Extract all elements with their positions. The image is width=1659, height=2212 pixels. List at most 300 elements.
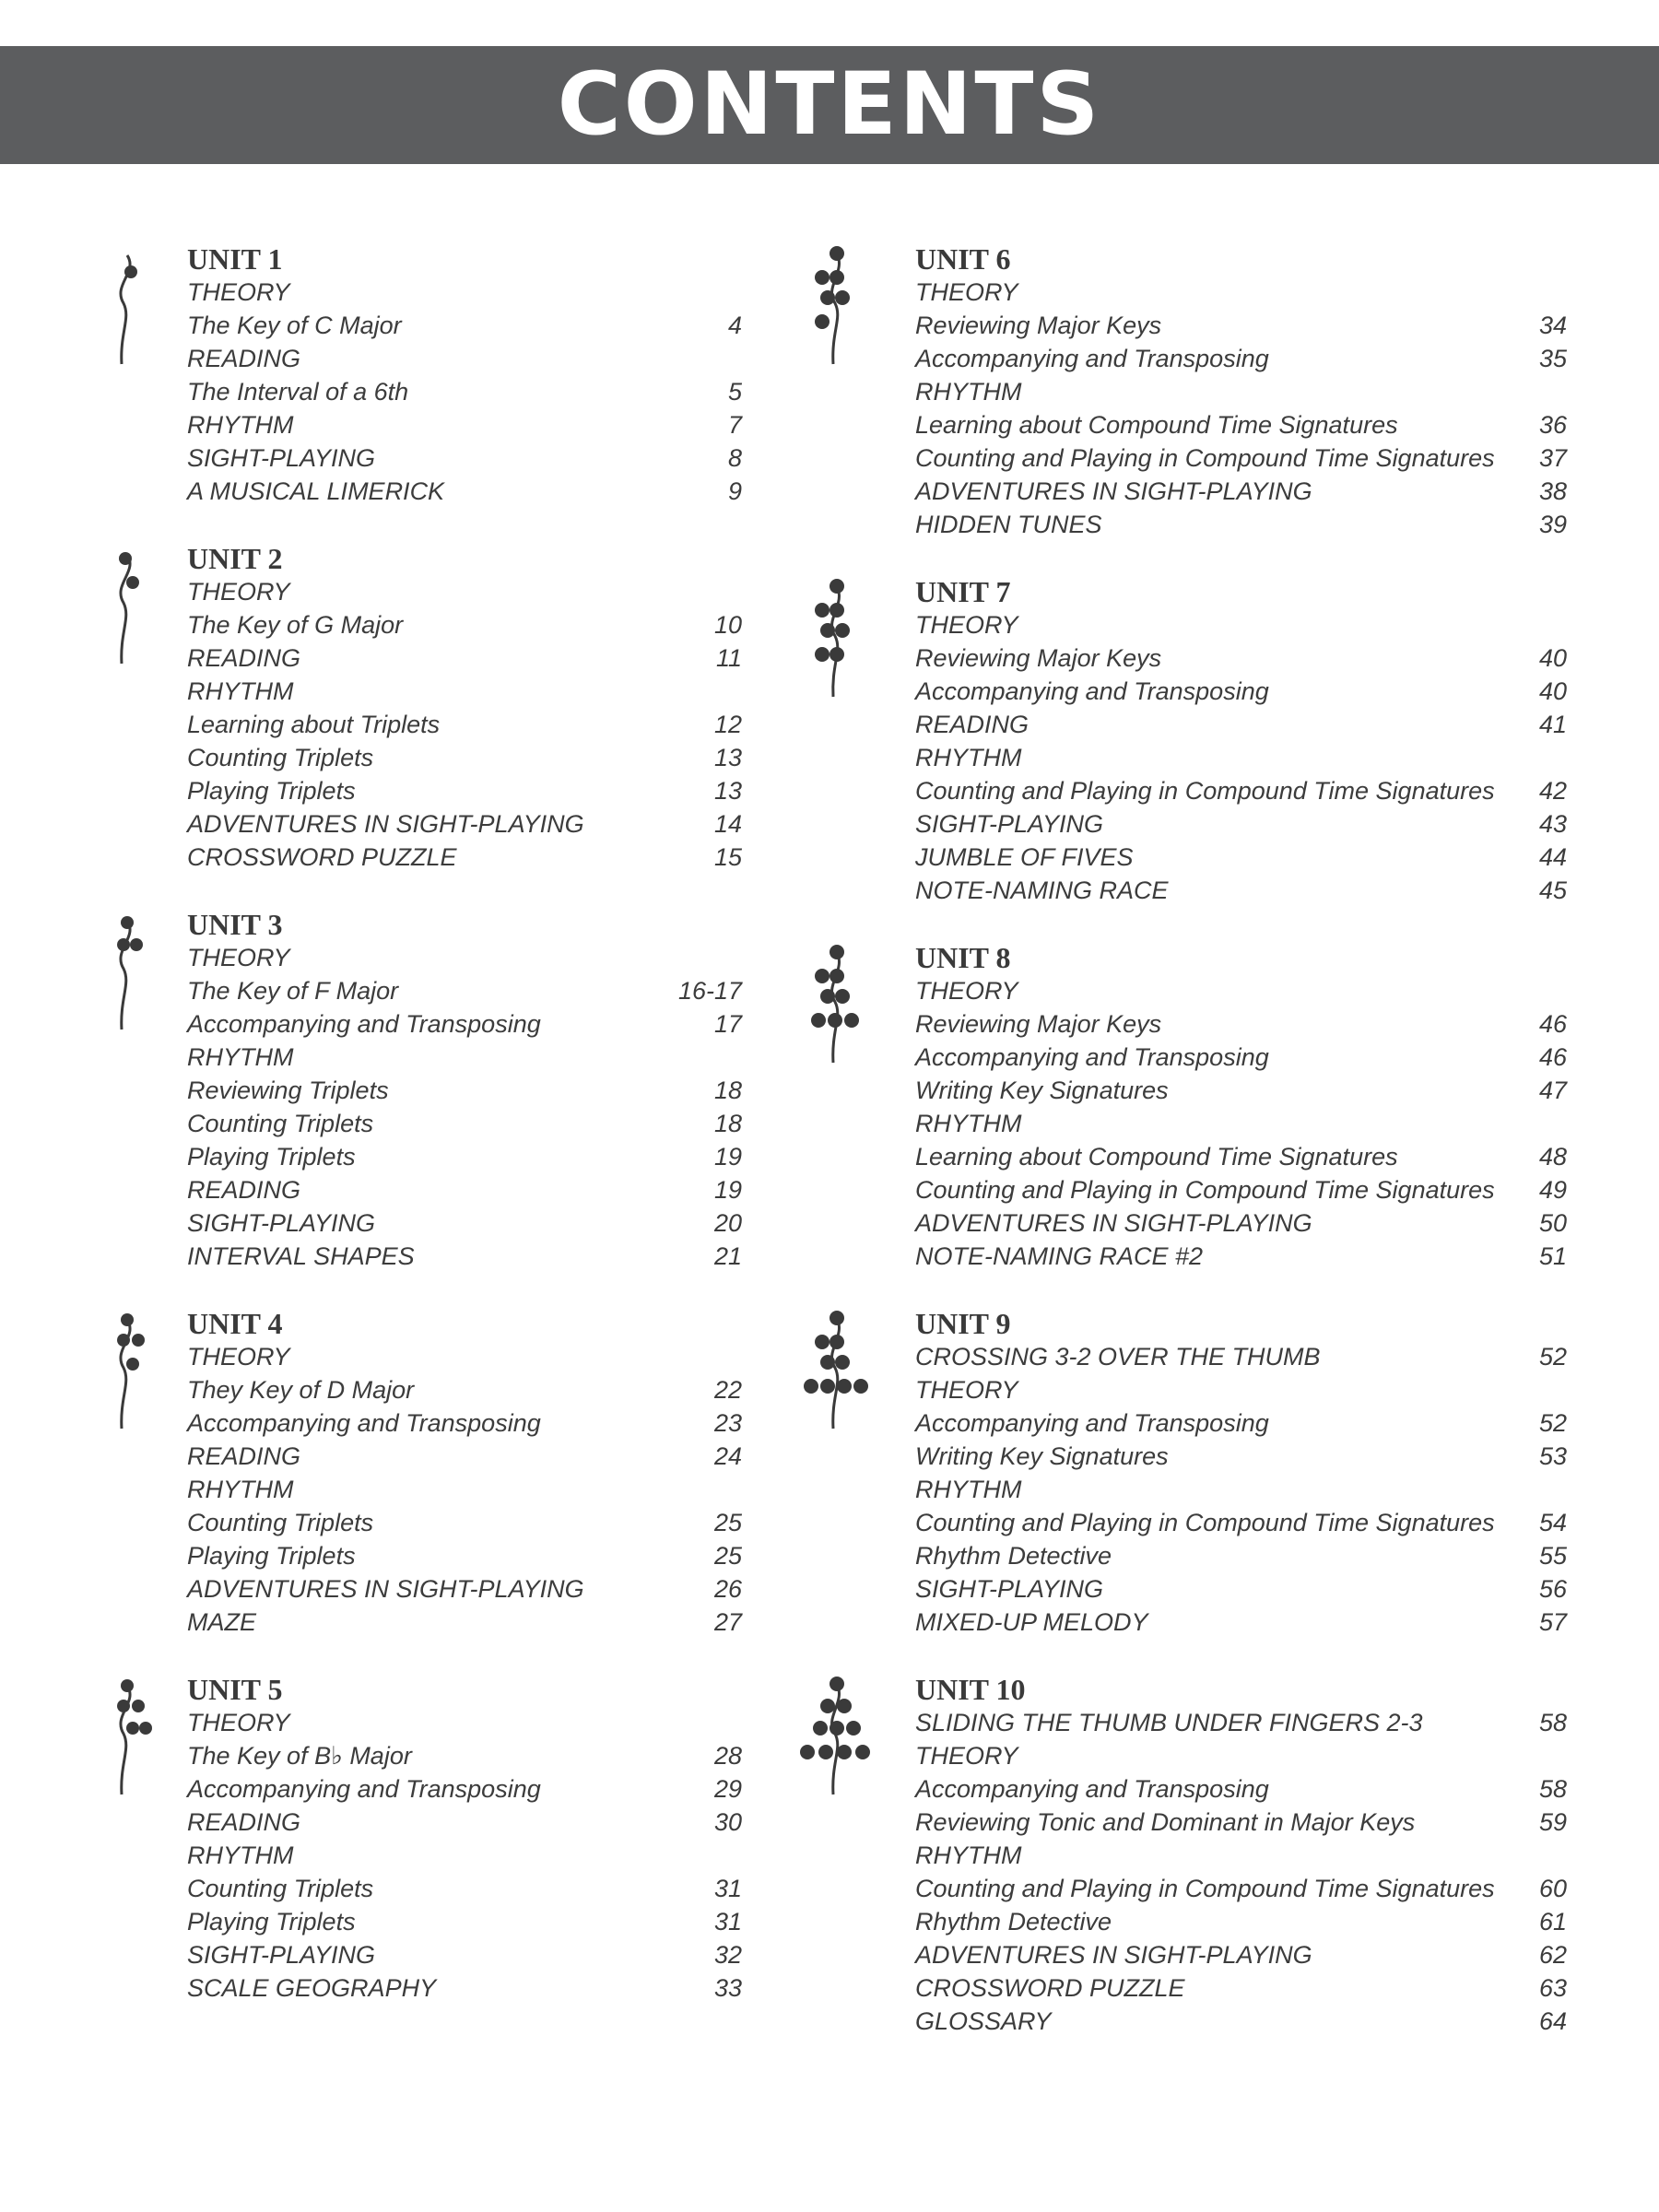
toc-entry-title: SIGHT-PLAYING [187,1941,376,1969]
icon-dot [830,579,844,594]
toc-entry-title: THEORY [187,944,290,971]
toc-entry-title: THEORY [915,278,1018,306]
toc-entry-title: MAZE [187,1608,257,1636]
toc-entry-title: READING [187,1176,301,1204]
toc-page-number: 14 [713,810,742,838]
toc-entry[interactable] [187,675,742,708]
toc-page-number: 53 [1538,1442,1567,1470]
toc-entry[interactable] [915,508,1567,541]
toc-entry-title: The Key of F Major [187,977,399,1005]
toc-entry[interactable] [187,1772,742,1806]
toc-entry[interactable] [187,608,742,641]
toc-page-number: 58 [1538,1775,1567,1803]
toc-entry[interactable] [915,1772,1567,1806]
toc-page-number: 41 [1538,711,1567,738]
toc-page-number: 11 [715,644,742,672]
icon-dot [846,1721,861,1735]
note-tree-icon [780,943,909,1072]
toc-entry[interactable] [915,441,1567,475]
toc-entry[interactable] [915,375,1567,408]
toc-entry-title: Reviewing Major Keys [915,644,1162,672]
icon-dot [837,1379,852,1394]
unit-heading: UNIT 6 [915,242,1011,276]
toc-entry[interactable] [915,2005,1567,2038]
toc-entry[interactable] [187,1173,742,1206]
icon-dot [815,969,830,983]
icon-dot [837,1745,852,1759]
toc-page-number: 38 [1538,477,1567,505]
toc-entry[interactable] [915,342,1567,375]
note-tree-icon [92,244,184,373]
toc-page-number: 10 [713,611,742,639]
toc-page-number: 18 [713,1077,742,1104]
icon-dot [132,1334,145,1347]
toc-entry-title: THEORY [915,1376,1018,1404]
toc-page-number: 17 [713,1010,742,1038]
toc-page-number: 12 [713,711,742,738]
toc-entry-title: READING [187,1442,301,1470]
toc-entry[interactable] [915,807,1567,841]
toc-entry[interactable] [915,1839,1567,1872]
unit-section [780,1673,1567,2038]
toc-entry[interactable] [915,276,1567,309]
toc-entry[interactable] [187,1572,742,1606]
toc-entry[interactable] [187,1140,742,1173]
toc-entry-title: Playing Triplets [187,1143,356,1171]
toc-entry[interactable] [187,1839,742,1872]
toc-entry[interactable] [187,641,742,675]
toc-entry-title: ADVENTURES IN SIGHT-PLAYING [915,1941,1312,1969]
toc-page-number: 36 [1538,411,1567,439]
icon-stem [121,555,130,664]
toc-entry-title: Counting and Playing in Compound Time Signatures [915,1875,1495,1902]
unit-heading: UNIT 5 [187,1673,283,1706]
toc-entry-title: RHYTHM [915,744,1022,771]
toc-entry[interactable] [187,1373,742,1406]
toc-entry-title: Counting Triplets [187,1509,374,1536]
toc-entry[interactable] [187,1074,742,1107]
toc-entry-title: ADVENTURES IN SIGHT-PLAYING [187,810,584,838]
toc-entry-title: Reviewing Triplets [187,1077,389,1104]
toc-page-number: 40 [1538,677,1567,705]
toc-page-number: 20 [713,1209,742,1237]
toc-page-number: 4 [727,312,742,339]
toc-entry-title: Learning about Compound Time Signatures [915,411,1398,439]
icon-dot [820,989,835,1004]
toc-entry-title: GLOSSARY [915,2007,1052,2035]
toc-entry-title: The Interval of a 6th [187,378,409,406]
note-tree-icon [92,910,184,1039]
toc-entry[interactable] [915,974,1567,1007]
toc-entry[interactable] [915,1706,1567,1739]
icon-dot [132,1700,145,1712]
icon-dot [820,1699,835,1713]
toc-page-number: 22 [713,1376,742,1404]
toc-entry[interactable] [915,1440,1567,1473]
toc-entry[interactable] [915,741,1567,774]
toc-entry[interactable] [187,1240,742,1273]
toc-entry[interactable] [915,1107,1567,1140]
toc-page-number: 31 [713,1875,742,1902]
toc-entry[interactable] [915,1373,1567,1406]
toc-entry-title: ADVENTURES IN SIGHT-PLAYING [915,1209,1312,1237]
toc-entry-title: Playing Triplets [187,1908,356,1936]
toc-entry-title: Counting and Playing in Compound Time Signatures [915,777,1495,805]
toc-entry[interactable] [915,1739,1567,1772]
icon-dot [815,314,830,329]
icon-dot [130,938,143,951]
toc-entry-title: Accompanying and Transposing [915,1775,1269,1803]
toc-entry-title: THEORY [915,611,1018,639]
toc-entry[interactable] [915,1971,1567,2005]
toc-entry-title: Accompanying and Transposing [915,1409,1269,1437]
toc-entry[interactable] [187,1107,742,1140]
toc-entry-title: The Key of B♭ Major [187,1742,412,1770]
toc-entry-title: ADVENTURES IN SIGHT-PLAYING [187,1575,584,1603]
toc-entry[interactable] [187,1739,742,1772]
toc-entry[interactable] [915,1872,1567,1905]
toc-page-number: 19 [713,1143,742,1171]
toc-page-number: 58 [1538,1709,1567,1736]
toc-entry[interactable] [915,1007,1567,1041]
toc-page-number: 55 [1538,1542,1567,1570]
toc-entry-title: Counting Triplets [187,744,374,771]
toc-entry[interactable] [187,1539,742,1572]
icon-dot [820,290,835,305]
toc-page-number: 34 [1538,312,1567,339]
unit-section [92,1307,742,1639]
toc-entry[interactable] [915,774,1567,807]
toc-entry-title: RHYTHM [187,1476,294,1503]
toc-page-number: 61 [1538,1908,1567,1936]
toc-page-number: 8 [727,444,742,472]
toc-page-number: 19 [713,1176,742,1204]
toc-entry-title: NOTE-NAMING RACE #2 [915,1242,1204,1270]
toc-entry[interactable] [915,1340,1567,1373]
toc-entry-title: RHYTHM [915,1841,1022,1869]
icon-stem [832,952,840,1063]
toc-entry[interactable] [187,375,742,408]
toc-entry[interactable] [187,841,742,874]
toc-entry[interactable] [915,309,1567,342]
toc-entry-title: Accompanying and Transposing [187,1409,541,1437]
toc-entry[interactable] [187,1206,742,1240]
toc-entry-title: SIGHT-PLAYING [915,810,1104,838]
toc-entry-title: Writing Key Signatures [915,1077,1169,1104]
unit-section [780,575,1567,907]
toc-entry-title: RHYTHM [915,1476,1022,1503]
toc-page-number: 16-17 [677,977,742,1005]
toc-entry-title: SIGHT-PLAYING [915,1575,1104,1603]
toc-entry[interactable] [915,1473,1567,1506]
icon-dot [830,270,844,285]
toc-entry[interactable] [187,309,742,342]
toc-entry[interactable] [915,1406,1567,1440]
icon-dot [815,603,830,618]
toc-page-number: 59 [1538,1808,1567,1836]
toc-entry-title: Playing Triplets [187,1542,356,1570]
toc-entry[interactable] [187,1938,742,1971]
toc-page-number: 46 [1538,1043,1567,1071]
toc-entry[interactable] [915,1041,1567,1074]
toc-entry-title: Learning about Triplets [187,711,441,738]
toc-entry[interactable] [915,675,1567,708]
icon-stem [832,1318,840,1429]
toc-entry-title: RHYTHM [187,1841,294,1869]
toc-entry-title: Counting and Playing in Compound Time Signatures [915,444,1495,472]
toc-entry[interactable] [915,1806,1567,1839]
toc-entry[interactable] [187,1041,742,1074]
toc-entry-title: The Key of C Major [187,312,402,339]
toc-entry[interactable] [187,1440,742,1473]
toc-page-number: 25 [713,1542,742,1570]
toc-entry[interactable] [187,1506,742,1539]
toc-entry-title: Accompanying and Transposing [915,345,1269,372]
toc-page-number: 54 [1538,1509,1567,1536]
toc-entry[interactable] [915,1074,1567,1107]
icon-dot [855,1745,870,1759]
icon-dot [830,1335,844,1349]
toc-entry-title: Reviewing Tonic and Dominant in Major Keys [915,1808,1416,1836]
toc-page-number: 44 [1538,843,1567,871]
toc-entry-title: THEORY [187,278,290,306]
toc-page-number: 25 [713,1509,742,1536]
toc-entry-title: CROSSWORD PUZZLE [187,843,457,871]
toc-page-number: 63 [1538,1974,1567,2002]
toc-entry-title: Accompanying and Transposing [187,1010,541,1038]
toc-page-number: 47 [1538,1077,1567,1104]
toc-entry[interactable] [187,276,742,309]
toc-entry[interactable] [915,874,1567,907]
toc-page-number: 64 [1538,2007,1567,2035]
icon-dot [800,1745,815,1759]
unit-heading: UNIT 3 [187,908,283,941]
icon-dot [830,945,844,959]
toc-entry-title: Writing Key Signatures [915,1442,1169,1470]
icon-dot [804,1379,818,1394]
unit-heading: UNIT 4 [187,1307,283,1340]
toc-entry[interactable] [187,1905,742,1938]
toc-entry-title: READING [187,1808,301,1836]
toc-entry-title: They Key of D Major [187,1376,415,1404]
toc-page-number: 60 [1538,1875,1567,1902]
icon-dot [830,1677,844,1691]
icon-dot [121,1313,134,1326]
toc-entry-title: Counting and Playing in Compound Time Signatures [915,1509,1495,1536]
toc-entry[interactable] [915,1206,1567,1240]
note-tree-icon [92,1309,184,1438]
icon-dot [830,1721,844,1735]
unit-section [780,1307,1567,1639]
toc-entry[interactable] [915,1173,1567,1206]
toc-page-number: 13 [713,777,742,805]
icon-dot [818,1745,833,1759]
toc-entry-title: Playing Triplets [187,777,356,805]
icon-stem [832,1684,840,1794]
toc-entry[interactable] [915,1240,1567,1273]
unit-heading: UNIT 10 [915,1673,1026,1706]
unit-section [92,908,742,1273]
icon-dot [815,270,830,285]
toc-page-number: 23 [713,1409,742,1437]
icon-dot [830,603,844,618]
toc-entry[interactable] [187,1007,742,1041]
toc-entry-title: THEORY [187,1709,290,1736]
icon-dot [121,916,134,929]
toc-entry[interactable] [187,1806,742,1839]
toc-entry[interactable] [915,708,1567,741]
icon-stem [832,253,840,364]
toc-entry[interactable] [187,741,742,774]
toc-page-number: 31 [713,1908,742,1936]
toc-entry-title: Rhythm Detective [915,1908,1112,1936]
unit-heading: UNIT 9 [915,1307,1011,1340]
toc-page-number: 18 [713,1110,742,1137]
icon-dot [830,647,844,662]
toc-page-number: 7 [727,411,742,439]
toc-page-number: 57 [1538,1608,1567,1636]
toc-page-number: 51 [1538,1242,1567,1270]
icon-dot [830,246,844,261]
toc-entry-title: CROSSING 3-2 OVER THE THUMB [915,1343,1321,1371]
unit-heading: UNIT 7 [915,575,1011,608]
toc-page-number: 40 [1538,644,1567,672]
toc-entry[interactable] [187,974,742,1007]
toc-entry-title: READING [187,644,301,672]
toc-entry[interactable] [187,1706,742,1739]
unit-section [92,242,742,508]
icon-dot [813,1721,828,1735]
toc-page-number: 26 [713,1575,742,1603]
toc-entry-title: Counting Triplets [187,1110,374,1137]
toc-entry[interactable] [915,1506,1567,1539]
unit-heading: UNIT 8 [915,941,1011,974]
toc-entry[interactable] [187,1872,742,1905]
icon-dot [117,938,130,951]
toc-entry[interactable] [187,575,742,608]
toc-page-number: 56 [1538,1575,1567,1603]
toc-entry[interactable] [187,941,742,974]
toc-entry[interactable] [187,408,742,441]
note-tree-icon [780,1675,909,1804]
toc-entry-title: THEORY [187,1343,290,1371]
icon-stem [832,586,840,697]
icon-stem [121,921,130,1030]
toc-entry[interactable] [187,1473,742,1506]
toc-entry-title: Reviewing Major Keys [915,312,1162,339]
icon-dot [835,290,850,305]
toc-entry-title: Learning about Compound Time Signatures [915,1143,1398,1171]
toc-page-number: 50 [1538,1209,1567,1237]
toc-entry[interactable] [915,1606,1567,1639]
toc-entry[interactable] [187,441,742,475]
toc-entry[interactable] [915,841,1567,874]
icon-dot [815,1335,830,1349]
toc-page-number: 33 [713,1974,742,2002]
toc-entry-title: Counting Triplets [187,1875,374,1902]
toc-entry[interactable] [915,641,1567,675]
toc-entry-title: SCALE GEOGRAPHY [187,1974,437,2002]
toc-entry-title: INTERVAL SHAPES [187,1242,415,1270]
toc-entry[interactable] [915,1539,1567,1572]
toc-entry[interactable] [187,342,742,375]
icon-dot [811,1013,826,1028]
icon-dot [835,989,850,1004]
toc-page-number: 48 [1538,1143,1567,1171]
toc-entry-title: THEORY [915,1742,1018,1770]
toc-entry-title: RHYTHM [187,677,294,705]
toc-entry[interactable] [187,708,742,741]
toc-entry-title: RHYTHM [915,1110,1022,1137]
toc-entry[interactable] [915,1938,1567,1971]
unit-section [92,1673,742,2005]
toc-entry[interactable] [187,475,742,508]
note-tree-icon [92,544,184,673]
toc-page-number: 5 [727,378,742,406]
icon-dot [830,1311,844,1325]
toc-entry-title: SIGHT-PLAYING [187,444,376,472]
toc-page-number: 27 [713,1608,742,1636]
toc-entry[interactable] [187,1971,742,2005]
toc-entry[interactable] [915,608,1567,641]
toc-entry[interactable] [915,1572,1567,1606]
unit-section [780,242,1567,541]
toc-entry-title: ADVENTURES IN SIGHT-PLAYING [915,477,1312,505]
toc-entry-title: RHYTHM [915,378,1022,406]
toc-entry[interactable] [915,1140,1567,1173]
toc-page-number: 30 [713,1808,742,1836]
toc-entry-title: HIDDEN TUNES [915,511,1102,538]
toc-entry[interactable] [915,1905,1567,1938]
icon-dot [835,623,850,638]
note-tree-icon [780,244,909,373]
toc-page-number: 46 [1538,1010,1567,1038]
toc-entry-title: NOTE-NAMING RACE [915,877,1169,904]
toc-page-number: 35 [1538,345,1567,372]
icon-dot [830,969,844,983]
note-tree-icon [780,1309,909,1438]
toc-entry-title: THEORY [187,578,290,606]
toc-entry-title: The Key of G Major [187,611,404,639]
toc-entry-title: READING [915,711,1030,738]
toc-page-number: 29 [713,1775,742,1803]
toc-entry[interactable] [187,1406,742,1440]
toc-page-number: 21 [713,1242,742,1270]
toc-entry-title: SIGHT-PLAYING [187,1209,376,1237]
toc-entry[interactable] [187,774,742,807]
toc-entry[interactable] [187,1606,742,1639]
toc-entry-title: CROSSWORD PUZZLE [915,1974,1185,2002]
toc-entry[interactable] [915,408,1567,441]
toc-entry-title: SLIDING THE THUMB UNDER FINGERS 2-3 [915,1709,1423,1736]
toc-entry-title: MIXED-UP MELODY [915,1608,1148,1636]
toc-entry[interactable] [187,1340,742,1373]
toc-page-number: 43 [1538,810,1567,838]
note-tree-icon [780,577,909,706]
toc-entry-title: Rhythm Detective [915,1542,1112,1570]
toc-page-number: 49 [1538,1176,1567,1204]
icon-dot [835,1355,850,1370]
toc-entry[interactable] [915,475,1567,508]
unit-section [92,542,742,874]
toc-entry-title: Counting and Playing in Compound Time Signatures [915,1176,1495,1204]
icon-dot [139,1722,152,1735]
toc-entry[interactable] [187,807,742,841]
toc-entry-title: A MUSICAL LIMERICK [187,477,445,505]
unit-section [780,941,1567,1273]
unit-heading: UNIT 2 [187,542,283,575]
icon-dot [126,1722,139,1735]
